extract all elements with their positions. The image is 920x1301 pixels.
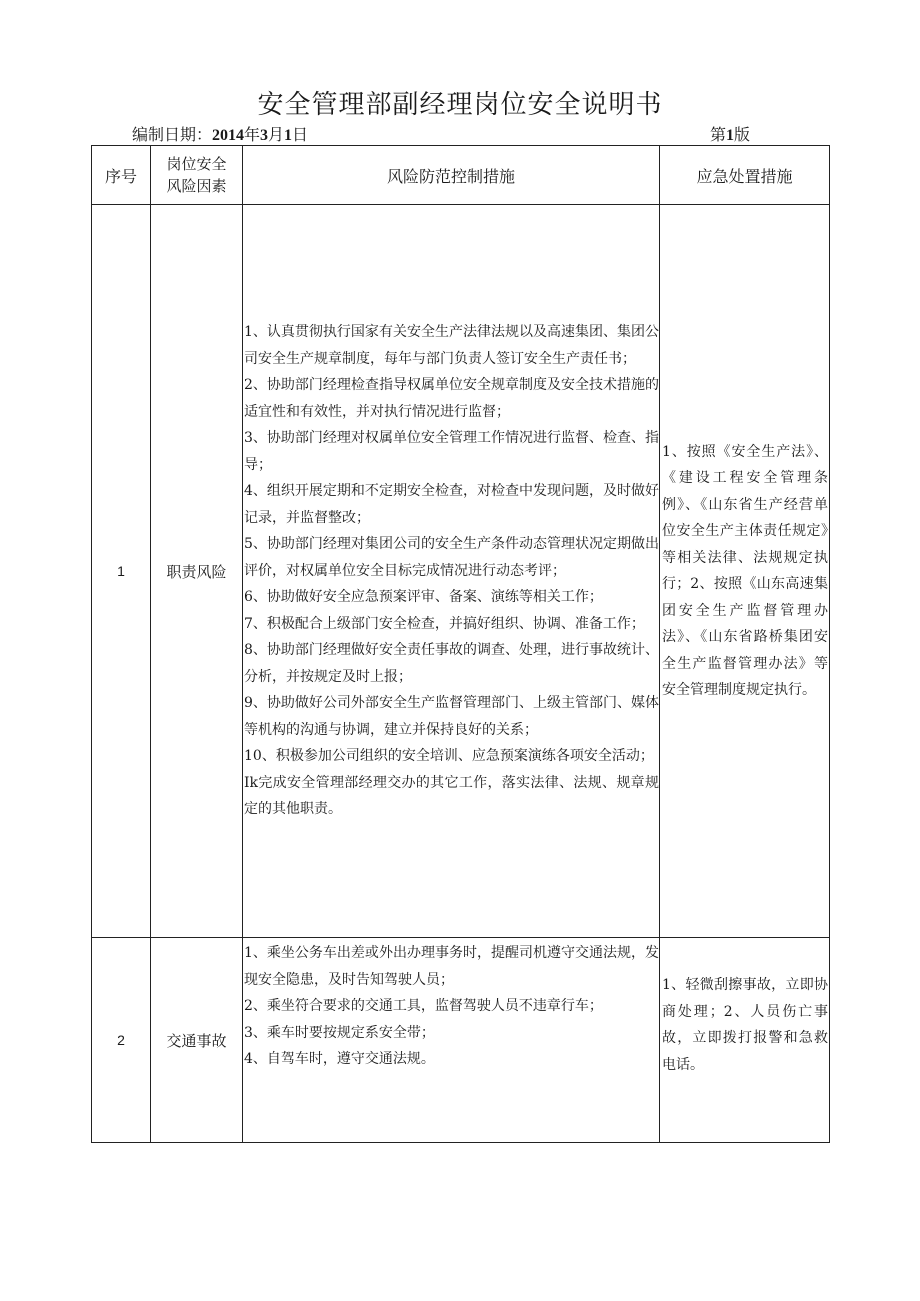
- measure-item: 5、协助部门经理对集团公司的安全生产条件动态管理状况定期做出评价，对权属单位安全目标完成情况进行动态考评；: [244, 536, 659, 579]
- header-factor-line2: 风险因素: [166, 177, 227, 195]
- measure-item: 4、自驾车时，遵守交通法规。: [244, 1051, 435, 1067]
- measure-item: 4、组织开展定期和不定期安全检查，对检查中发现问题，及时做好记录，并监督整改；: [244, 483, 659, 526]
- date-month: 3: [260, 127, 269, 144]
- table-row: [92, 205, 830, 938]
- measure-item: Ik完成安全管理部经理交办的其它工作，落实法律、法规、规章规定的其他职责。: [244, 774, 659, 818]
- risk-factor: 职责风险: [151, 205, 243, 938]
- control-measures: [243, 205, 660, 938]
- emergency-measures: 1、按照《安全生产法》、《建设工程安全管理条例》、《山东省生产经营单位安全生产主体责任规定》等相关法律、法规规定执行；2、按照《山东高速集团安全生产监督管理办法》、《山东省路桥集团安全生产监督管理办法》等安全管理制度规定执行。: [660, 205, 830, 938]
- measure-item: 2、乘坐符合要求的交通工具，监督驾驶人员不违章行车；: [244, 998, 603, 1014]
- date-year-unit: 年: [244, 125, 261, 144]
- measure-item: 6、协助做好安全应急预案评审、备案、演练等相关工作；: [244, 589, 603, 606]
- table-row: [92, 938, 830, 1143]
- version-number: 1: [726, 127, 735, 144]
- measure-item: 8、协助部门经理做好安全责任事故的调查、处理，进行事故统计、分析，并按规定及时上报；: [244, 642, 659, 685]
- header-num: 序号: [92, 146, 151, 205]
- date-day-unit: 日: [292, 125, 309, 144]
- measure-item: 1、乘坐公务车出差或外出办理事务时，提醒司机遵守交通法规，发现安全隐患，及时告知驾驶人员；: [244, 945, 659, 988]
- date-day: 1: [284, 127, 293, 144]
- row-number: 1: [92, 205, 151, 938]
- measure-item: 1、认真贯彻执行国家有关安全生产法律法规以及高速集团、集团公司安全生产规章制度，每年与部门负责人签订安全生产责任书；: [244, 324, 659, 367]
- version-label: [710, 122, 750, 145]
- risk-factor: 交通事故: [151, 938, 243, 1143]
- date-label: 编制日期：: [132, 125, 213, 144]
- measure-item: 3、乘车时要按规定系安全带；: [244, 1024, 435, 1041]
- measure-item: 10、积极参加公司组织的安全培训、应急预案演练各项安全活动；: [244, 748, 654, 765]
- header-factor: [151, 146, 243, 205]
- date-year: 2014: [212, 127, 245, 144]
- measure-item: 7、积极配合上级部门安全检查，并搞好组织、协调、准备工作；: [244, 615, 645, 632]
- table-header-row: [92, 146, 830, 205]
- row-number: 2: [92, 938, 151, 1143]
- header-measures: 风险防范控制措施: [243, 146, 660, 205]
- version-suffix: 版: [734, 125, 751, 144]
- measure-item: 3、协助部门经理对权属单位安全管理工作情况进行监督、检查、指导；: [244, 430, 659, 473]
- document-title: 安全管理部副经理岗位安全说明书: [257, 90, 663, 120]
- header-emergency: 应急处置措施: [660, 146, 830, 205]
- version-prefix: 第: [710, 125, 727, 144]
- emergency-measures: 1、轻微刮擦事故，立即协商处理；2、人员伤亡事故，立即拨打报警和急救电话。: [660, 938, 830, 1143]
- measure-item: 9、协助做好公司外部安全生产监督管理部门、上级主管部门、媒体等机构的沟通与协调，建立并保持良好的关系；: [244, 695, 659, 738]
- header-factor-line1: 岗位安全: [166, 155, 227, 173]
- measure-item: 2、协助部门经理检查指导权属单位安全规章制度及安全技术措施的适宜性和有效性，并对执行情况进行监督；: [244, 377, 659, 420]
- safety-table: [91, 145, 830, 1143]
- date-month-unit: 月: [268, 125, 285, 144]
- compile-date: [132, 122, 308, 145]
- control-measures: [243, 938, 660, 1143]
